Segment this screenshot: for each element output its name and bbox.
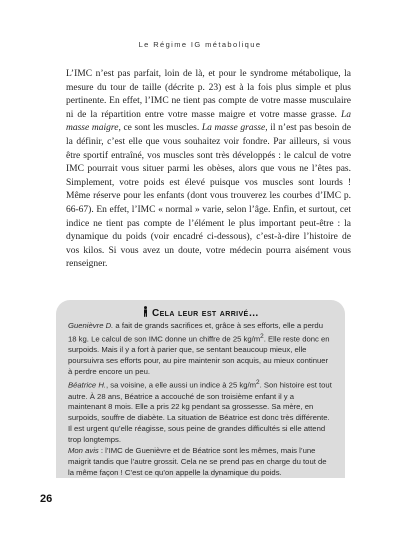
guenievre-sup: 2 [260, 332, 264, 340]
page-number: 26 [40, 493, 53, 505]
guenievre-text-a: a fait de grands sacrifices et, grâce à ses efforts, elle a perdu 18 kg. Le calcul de son IMC donne un chiffre de 25 kg/m [68, 321, 323, 344]
guenievre-paragraph [68, 321, 333, 378]
beatrice-name: Béatrice H. [68, 380, 107, 390]
body-text-end: , il n’est pas besoin de la définir, c’est elle que vous souhaitez voir fondre. Par ailleurs, si vous être sportif entraîné, vos muscles sont très développés : le calcul de votre IMC pourrait vous situer parmi les obèses, alors que vous ne l’êtes pas. Simplement, votre poids est élevé puisque vos muscles sont lourds ! Même réserve pour les enfants (dont vous trouverez les courbes d’IMC p. 66-67). En effet, l’IMC « normal » varie, selon l’âge. Enfin, et surtout, cet indice ne tient pas compte de l’élément le plus important peut-être : la dynamique du poids (voir encadré ci-dessous), c’est-à-dire l’histoire de vos kilos. Si vous avez un doute, votre médecin pourra aisément vous renseigner. [66, 123, 351, 270]
avis-paragraph [68, 446, 333, 479]
body-text-start: L’IMC n’est pas parfait, loin de là, et pour le syndrome métabolique, la mesure du tour de taille (décrite p. 23) est à la fois plus simple et plus pertinente. En effet, l’IMC ne tient pas compte de votre masse musculaire ni de la répartition entre votre masse maigre et votre masse grasse. [66, 69, 351, 120]
body-text-mid: , ce sont les muscles. [118, 123, 200, 134]
guenievre-text-b: . Elle reste donc en surpoids. Mais il y a fort à parier que, se sentant beaucoup mieux, elle poursuivra ses efforts pour, au pire maintenir son acquis, au mieux continuer à perdre encore un peu. [68, 334, 330, 377]
body-text [66, 68, 351, 272]
testimonial-box [56, 300, 345, 478]
body-paragraph [66, 68, 351, 272]
avis-text: : l’IMC de Guenièvre et de Béatrice sont les mêmes, mais l’une maigrit tandis que l’autre grossit. Cela ne se prend pas en charge du tout de la même façon ! C’est ce qu’on appelle la dynamique du poids. [68, 446, 327, 477]
running-head: Le Régime IG métabolique [138, 40, 262, 49]
beatrice-paragraph [68, 378, 333, 446]
beatrice-text-a: , sa voisine, a elle aussi un indice à 25 kg/m [106, 380, 257, 390]
guenievre-name: Guenièvre D. [68, 321, 114, 330]
beatrice-text-b: . Son histoire est tout autre. À 28 ans, Béatrice a accouché de son troisième enfant il y a maintenant 8 mois. Elle a pris 22 kg pendant sa grossesse. Sa mère, en surpoids, souffre de diabète. La situation de Béatrice est donc très différente. Il est urgent qu’elle réagisse, sous peine de grandes difficultés si elle attend trop longtemps. [68, 380, 332, 445]
avis-label: Mon avis [68, 446, 99, 456]
box-title [68, 306, 333, 319]
person-icon [142, 306, 149, 317]
masse-grasse-term: La masse grasse [201, 123, 266, 134]
masse-maigre-term: La masse maigre [66, 109, 351, 134]
box-title-text: Cela leur est arrivé… [151, 308, 260, 319]
box-text [68, 321, 333, 479]
beatrice-sup: 2 [256, 379, 260, 387]
